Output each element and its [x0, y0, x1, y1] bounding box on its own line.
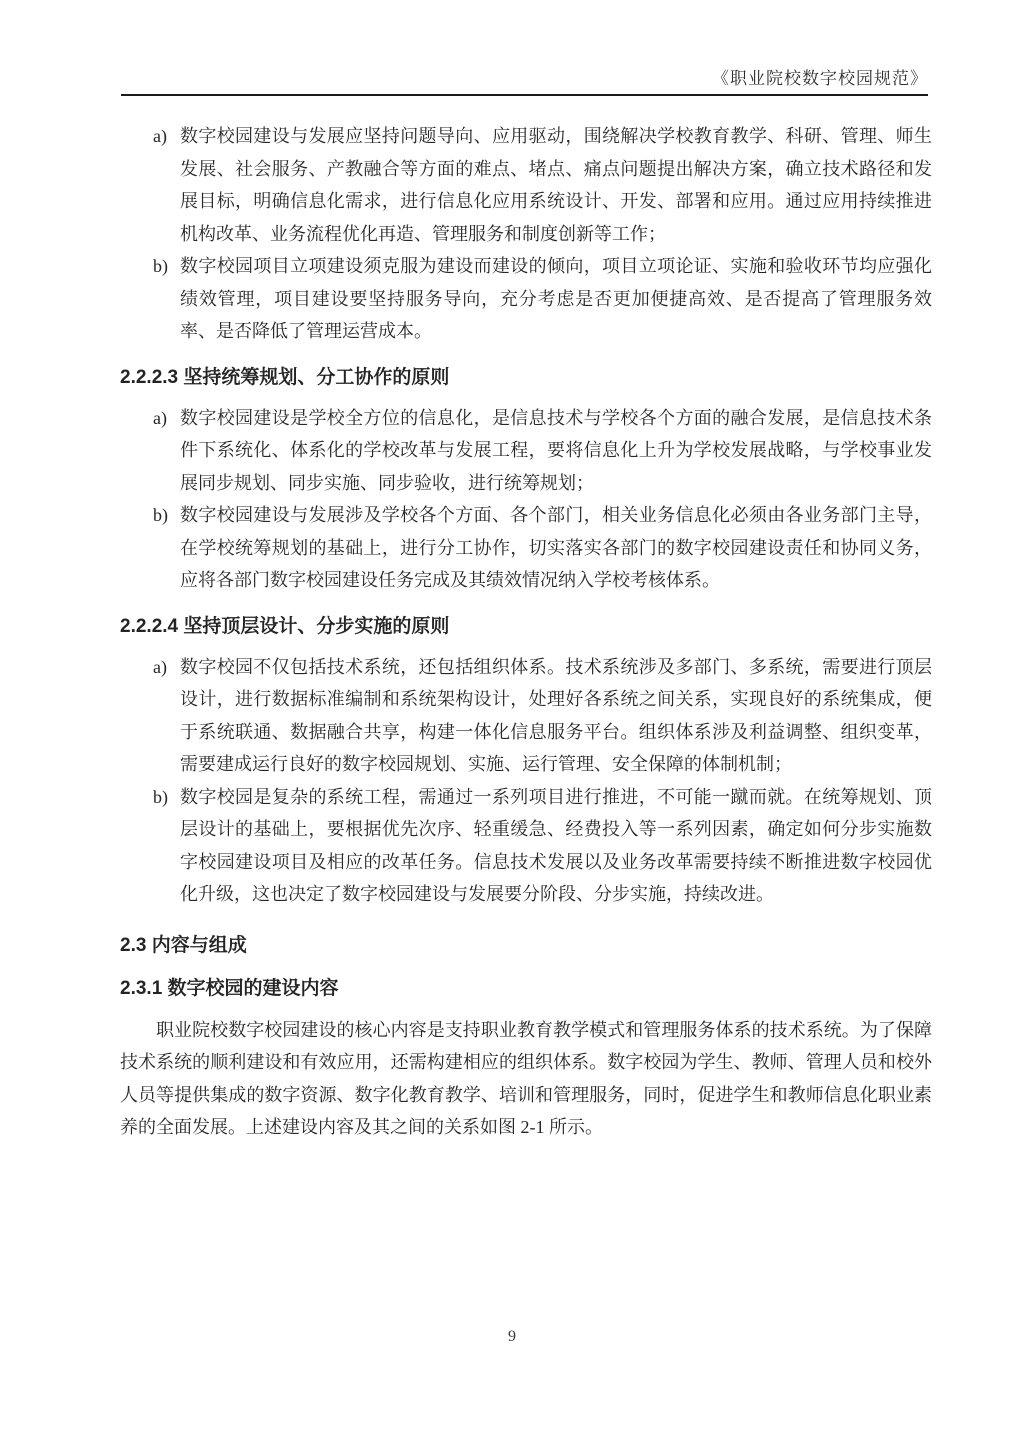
- list: [120, 402, 932, 597]
- list-item-label: b): [153, 505, 168, 525]
- section-23: [120, 933, 932, 959]
- page-number: 9: [508, 1328, 516, 1345]
- list-item-text: 数字校园建设与发展应坚持问题导向、应用驱动，围绕解决学校教育教学、科研、管理、师生发展、社会服务、产教融合等方面的难点、堵点、痛点问题提出解决方案，确立技术路径和发展目标，明确信息化需求，进行信息化应用系统设计、开发、部署和应用。通过应用持续推进机构改革、业务流程优化再造、管理服务和制度创新等工作；: [180, 126, 932, 244]
- list-item-text: 数字校园不仅包括技术系统，还包括组织体系。技术系统涉及多部门、多系统，需要进行顶层设计，进行数据标准编制和系统架构设计，处理好各系统之间关系，实现良好的系统集成，便于系统联通、数据融合共享，构建一体化信息服务平台。组织体系涉及利益调整、组织变革，需要建成运行良好的数字校园规划、实施、运行管理、安全保障的体制机制；: [180, 656, 932, 774]
- section-heading: 2.3.1 数字校园的建设内容: [120, 977, 339, 999]
- list-item: [120, 781, 932, 911]
- list: [120, 651, 932, 911]
- list-item-label: a): [153, 407, 167, 428]
- section-heading: 2.2.2.3 坚持统筹规划、分工协作的原则: [120, 366, 450, 388]
- list-item: [120, 250, 932, 348]
- list-item-text: 数字校园是复杂的系统工程，需通过一系列项目进行推进，不可能一蹴而就。在统筹规划、顶层设计的基础上，要根据优先次序、轻重缓急、经费投入等一系列因素，确定如何分步实施数字校园建设项目及相应的改革任务。信息技术发展以及业务改革需要持续不断推进数字校园优化升级，这也决定了数字校园建设与发展要分阶段、分步实施，持续改进。: [180, 786, 932, 904]
- list-item-label: a): [153, 126, 167, 146]
- section-2224: [120, 614, 932, 911]
- document-title-header: 《职业院校数字校园规范》: [712, 69, 928, 88]
- section-2223: [120, 365, 932, 597]
- section-heading: 2.2.2.4 坚持顶层设计、分步实施的原则: [120, 615, 450, 637]
- list-item-text: 数字校园建设与发展涉及学校各个方面、各个部门，相关业务信息化必须由各业务部门主导，在学校统筹规划的基础上，进行分工协作，切实落实各部门的数字校园建设责任和协同义务，应将各部门数字校园建设任务完成及其绩效情况纳入学校考核体系。: [180, 505, 932, 590]
- list-item-label: b): [153, 256, 168, 276]
- page-content: [120, 120, 932, 1144]
- list-item-label: a): [153, 656, 167, 677]
- list-item-text: 数字校园建设是学校全方位的信息化，是信息技术与学校各个方面的融合发展，是信息技术条件下系统化、体系化的学校改革与发展工程，要将信息化上升为学校发展战略，与学校事业发展同步规划、同步实施、同步验收，进行统筹规划；: [180, 407, 932, 493]
- list-item: [120, 651, 932, 781]
- list-item-label: b): [153, 786, 168, 807]
- list-item: [120, 499, 932, 597]
- page-footer: [0, 1328, 1024, 1346]
- body-paragraph: 职业院校数字校园建设的核心内容是支持职业教育教学模式和管理服务体系的技术系统。为了保障技术系统的顺利建设和有效应用，还需构建相应的组织体系。数字校园为学生、教师、管理人员和校外人员等提供集成的数字资源、数字化教育教学、培训和管理服务，同时，促进学生和教师信息化职业素养的全面发展。上述建设内容及其之间的关系如图 2-1 所示。: [120, 1019, 932, 1137]
- page-header: [121, 68, 928, 96]
- list-item-text: 数字校园项目立项建设须克服为建设而建设的倾向，项目立项论证、实施和验收环节均应强化绩效管理，项目建设要坚持服务导向，充分考虑是否更加便捷高效、是否提高了管理服务效率、是否降低了管理运营成本。: [180, 256, 932, 341]
- list-item: [120, 402, 932, 500]
- list-carryover: [120, 120, 932, 348]
- section-heading: 2.3 内容与组成: [120, 934, 247, 956]
- list-item: [120, 120, 932, 250]
- section-231: [120, 976, 932, 1144]
